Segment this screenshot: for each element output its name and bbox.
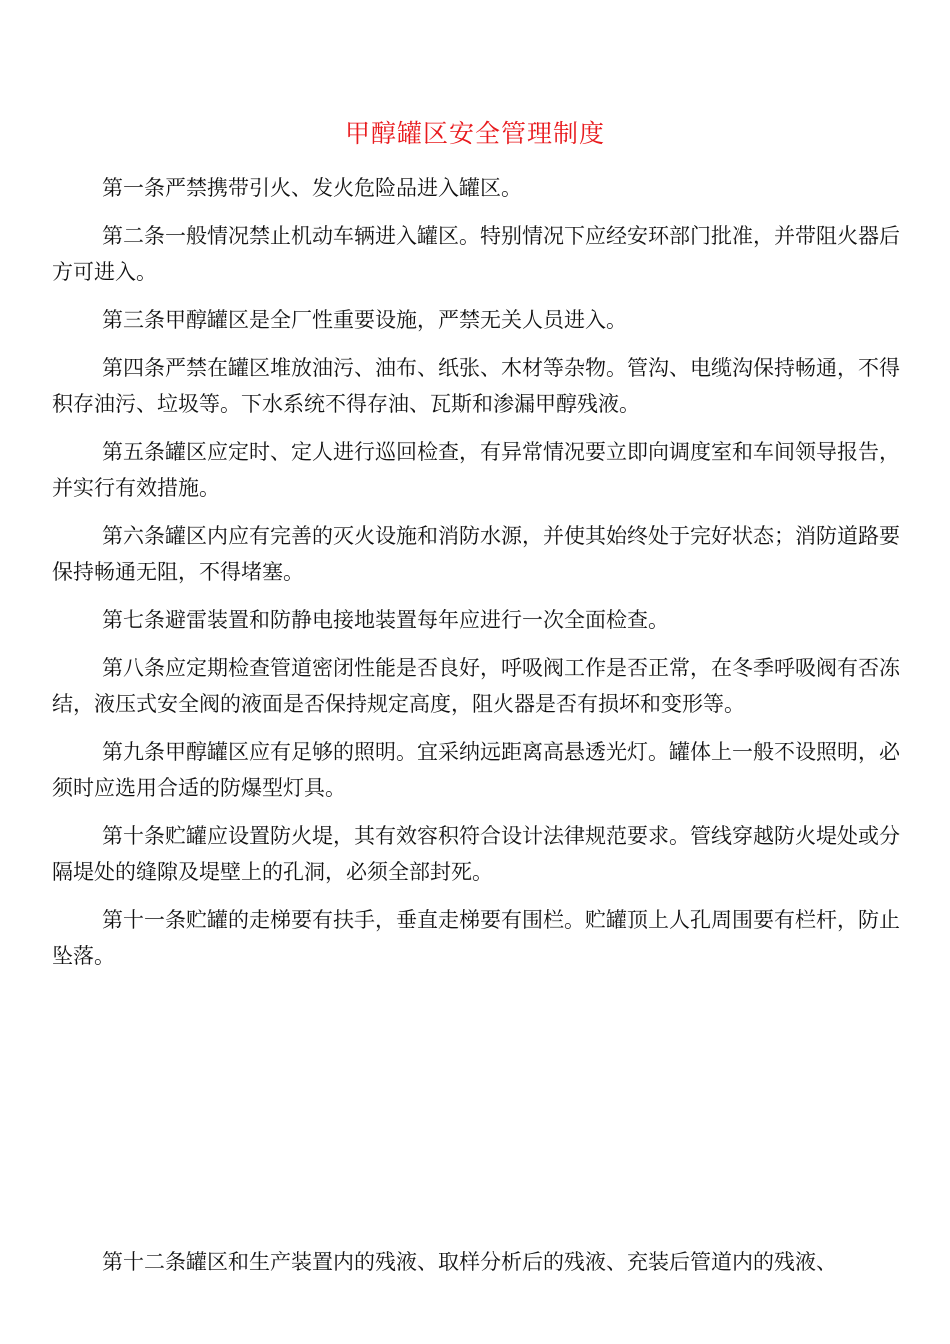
article-4: 第四条严禁在罐区堆放油污、油布、纸张、木材等杂物。管沟、电缆沟保持畅通，不得积存油污、垃圾等。下水系统不得存油、瓦斯和渗漏甲醇残液。 — [52, 356, 900, 416]
article-3: 第三条甲醇罐区是全厂性重要设施，严禁无关人员进入。 — [102, 308, 627, 332]
article-2: 第二条一般情况禁止机动车辆进入罐区。特别情况下应经安环部门批准，并带阻火器后方可进入。 — [52, 224, 900, 284]
article-11: 第十一条贮罐的走梯要有扶手，垂直走梯要有围栏。贮罐顶上人孔周围要有栏杆，防止坠落。 — [52, 908, 900, 968]
article-10: 第十条贮罐应设置防火堤，其有效容积符合设计法律规范要求。管线穿越防火堤处或分隔堤处的缝隙及堤壁上的孔洞，必须全部封死。 — [52, 824, 900, 884]
article-7: 第七条避雷装置和防静电接地装置每年应进行一次全面检查。 — [102, 608, 669, 632]
article-5: 第五条罐区应定时、定人进行巡回检查，有异常情况要立即向调度室和车间领导报告，并实行有效措施。 — [52, 440, 900, 500]
article-12-continued: 第十二条罐区和生产装置内的残液、取样分析后的残液、充装后管道内的残液、 — [102, 1250, 837, 1274]
document-title: 甲醇罐区安全管理制度 — [344, 119, 605, 148]
article-6: 第六条罐区内应有完善的灭火设施和消防水源，并使其始终处于完好状态；消防道路要保持畅通无阻，不得堵塞。 — [52, 524, 900, 584]
article-8: 第八条应定期检查管道密闭性能是否良好，呼吸阀工作是否正常，在冬季呼吸阀有否冻结，液压式安全阀的液面是否保持规定高度，阻火器是否有损坏和变形等。 — [52, 656, 900, 716]
article-9: 第九条甲醇罐区应有足够的照明。宜采纳远距离高悬透光灯。罐体上一般不设照明，必须时应选用合适的防爆型灯具。 — [52, 740, 900, 800]
document-body — [52, 170, 900, 986]
article-1: 第一条严禁携带引火、发火危险品进入罐区。 — [102, 176, 522, 200]
